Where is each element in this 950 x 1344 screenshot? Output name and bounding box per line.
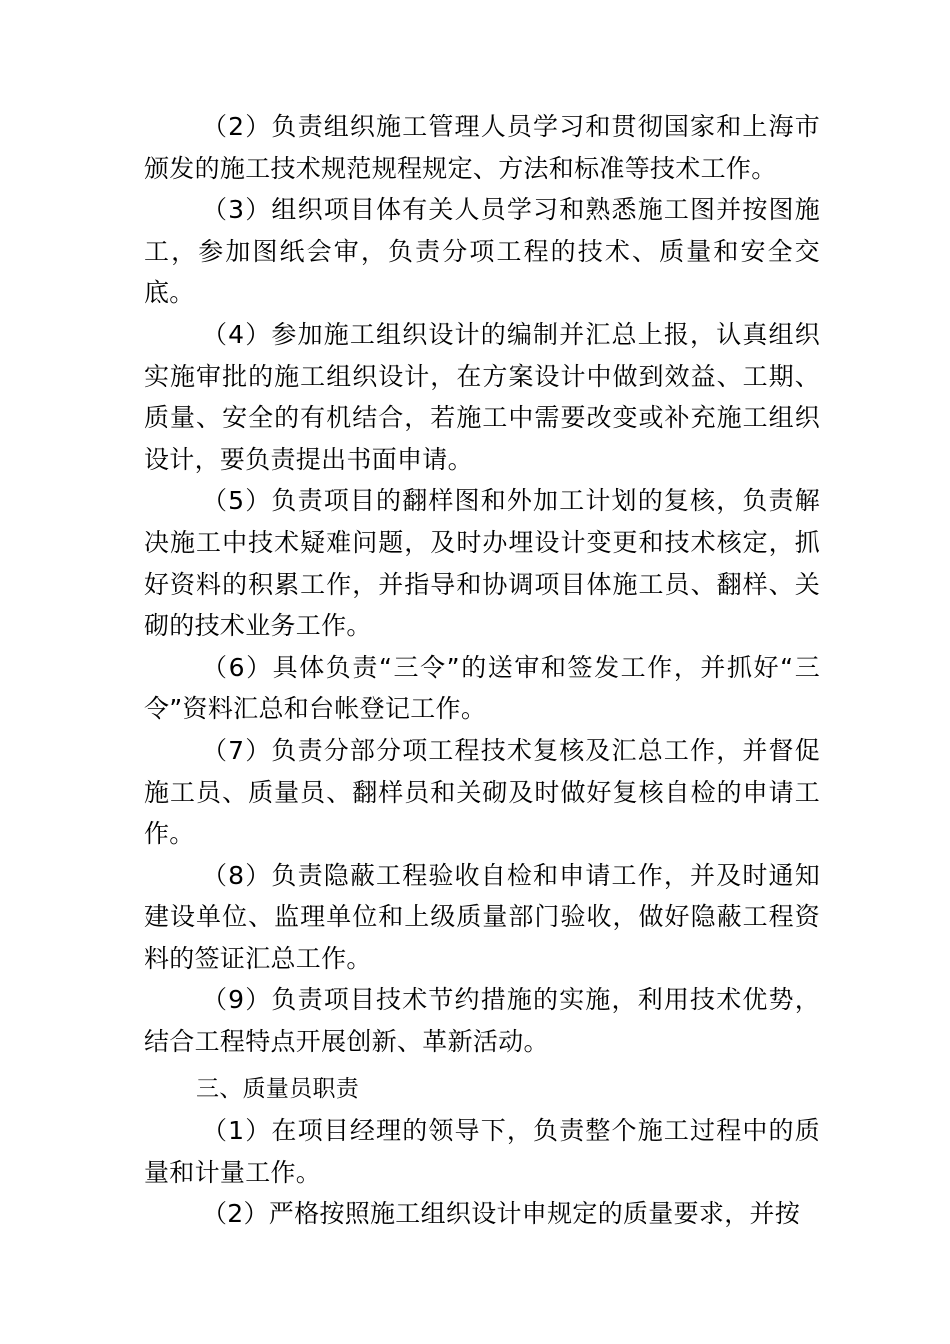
paragraph-item-9: （9）负责项目技术节约措施的实施，利用技术优势，结合工程特点开展创新、革新活动。 — [144, 985, 820, 1057]
paragraph-item-5: （5）负责项目的翻样图和外加工计划的复核，负责解决施工中技术疑难问题，及时办埋设计变更和技术核定，抓好资料的积累工作，并指导和协调项目体施工员、翻样、关砌的技术业务工作。 — [144, 486, 820, 641]
paragraph-item-6: （6）具体负责“三令”的送审和签发工作，并抓好“三令”资料汇总和台帐登记工作。 — [144, 652, 820, 724]
document-body — [144, 106, 820, 1235]
quality-paragraph-1: （1）在项目经理的领导下，负责整个施工过程中的质量和计量工作。 — [144, 1116, 820, 1187]
paragraph-item-4: （4）参加施工组织设计的编制并汇总上报，认真组织实施审批的施工组织设计，在方案设计中做到效益、工期、质量、安全的有机结合，若施工中需要改变或补充施工组织设计，要负责提出书面申请。 — [144, 319, 820, 474]
quality-paragraph-2: （2）严格按照施工组织设计申规定的质量要求，并按 — [202, 1199, 801, 1229]
section-heading: 三、质量员职责 — [196, 1075, 360, 1102]
paragraph-item-7: （7）负责分部分项工程技术复核及汇总工作，并督促施工员、质量员、翻样员和关砌及时做好复核自检的申请工作。 — [144, 735, 820, 849]
paragraph-item-3: （3）组织项目体有关人员学习和熟悉施工图并按图施工，参加图纸会审，负责分项工程的技术、质量和安全交底。 — [144, 195, 820, 308]
paragraph-item-8: （8）负责隐蔽工程验收自检和申请工作，并及时通知建设单位、监理单位和上级质量部门验收，做好隐蔽工程资料的签证汇总工作。 — [144, 860, 820, 973]
paragraph-item-2: （2）负责组织施工管理人员学习和贯彻国家和上海市颁发的施工技术规范规程规定、方法和标准等技术工作。 — [144, 112, 820, 183]
